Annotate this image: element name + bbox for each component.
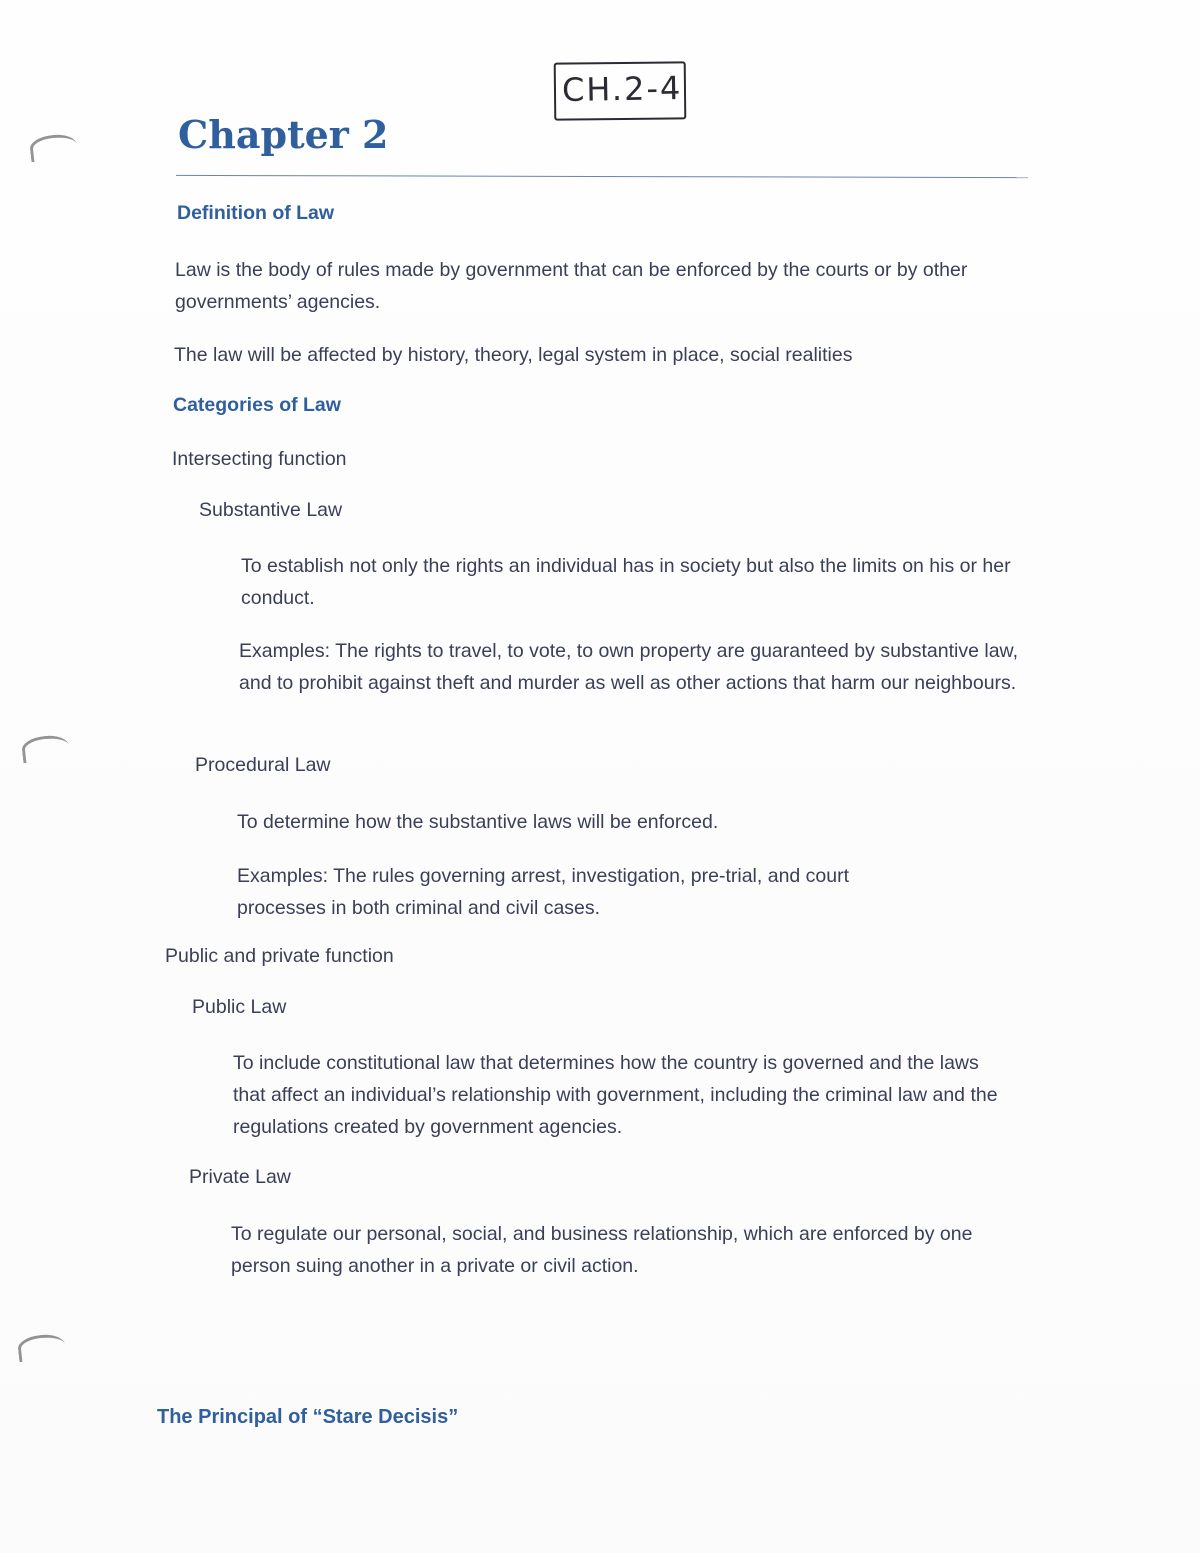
private-law-purpose: To regulate our personal, social, and business relationship, which are enforced by one person suing another in a private or civil action. [231, 1223, 973, 1277]
procedural-law-purpose: To determine how the substantive laws will be enforced. [237, 811, 719, 833]
stare-decisis-heading: The Principal of “Stare Decisis” [157, 1406, 459, 1428]
definition-text: Law is the body of rules made by government that can be enforced by the courts or by other governments’ agencies. [175, 259, 968, 313]
definition-heading: Definition of Law [177, 202, 335, 224]
substantive-law-label: Substantive Law [199, 499, 343, 521]
chapter-title: Chapter 2 [178, 112, 389, 157]
punch-hole-mark [21, 734, 70, 764]
public-law-purpose: To include constitutional law that determines how the country is governed and the laws that affect an individual’s relationship with government, including the criminal law and the regulations created by government agencies. [233, 1052, 998, 1138]
intersecting-function: Intersecting function [172, 448, 347, 470]
substantive-law-examples: Examples: The rights to travel, to vote, to own property are guaranteed by substantive law, and to prohibit against theft and murder as well as other actions that harm our neighbours. [239, 640, 1018, 694]
punch-hole-mark [17, 1333, 66, 1363]
public-law-label: Public Law [192, 996, 287, 1018]
categories-heading: Categories of Law [173, 394, 341, 416]
public-private-function: Public and private function [165, 945, 394, 967]
handwritten-tag: CH.2-4 [561, 68, 683, 110]
punch-hole-mark [29, 133, 78, 163]
procedural-law-label: Procedural Law [195, 754, 331, 776]
procedural-law-examples: Examples: The rules governing arrest, investigation, pre-trial, and court processes in both criminal and civil cases. [237, 865, 850, 919]
title-divider [176, 175, 1028, 178]
substantive-law-purpose: To establish not only the rights an individual has in society but also the limits on his or her conduct. [241, 555, 1011, 609]
affected-text: The law will be affected by history, theory, legal system in place, social realities [174, 344, 853, 366]
private-law-label: Private Law [189, 1166, 291, 1188]
